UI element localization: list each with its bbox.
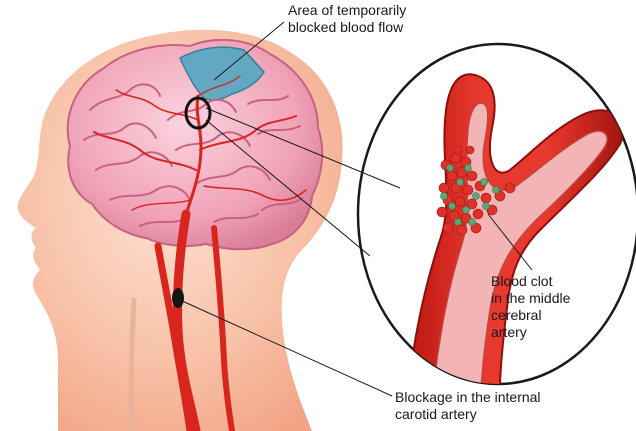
label-clot-line-2: in the middle	[491, 290, 571, 306]
label-carotid-blockage	[395, 389, 541, 423]
magnified-view	[358, 44, 636, 431]
label-clot-line-3: cerebral	[491, 307, 542, 323]
label-clot-line-1: Blood clot	[491, 273, 553, 289]
label-blocked-blood-flow	[288, 2, 406, 36]
label-blocked-line-2: blocked blood flow	[288, 19, 404, 35]
label-carotid-line-2: carotid artery	[395, 406, 477, 422]
label-blood-clot	[491, 273, 570, 341]
label-carotid-line-1: Blockage in the internal	[395, 389, 541, 405]
label-blocked-line-1: Area of temporarily	[288, 2, 407, 18]
carotid-blockage	[172, 288, 184, 308]
label-clot-line-4: artery	[491, 324, 527, 340]
